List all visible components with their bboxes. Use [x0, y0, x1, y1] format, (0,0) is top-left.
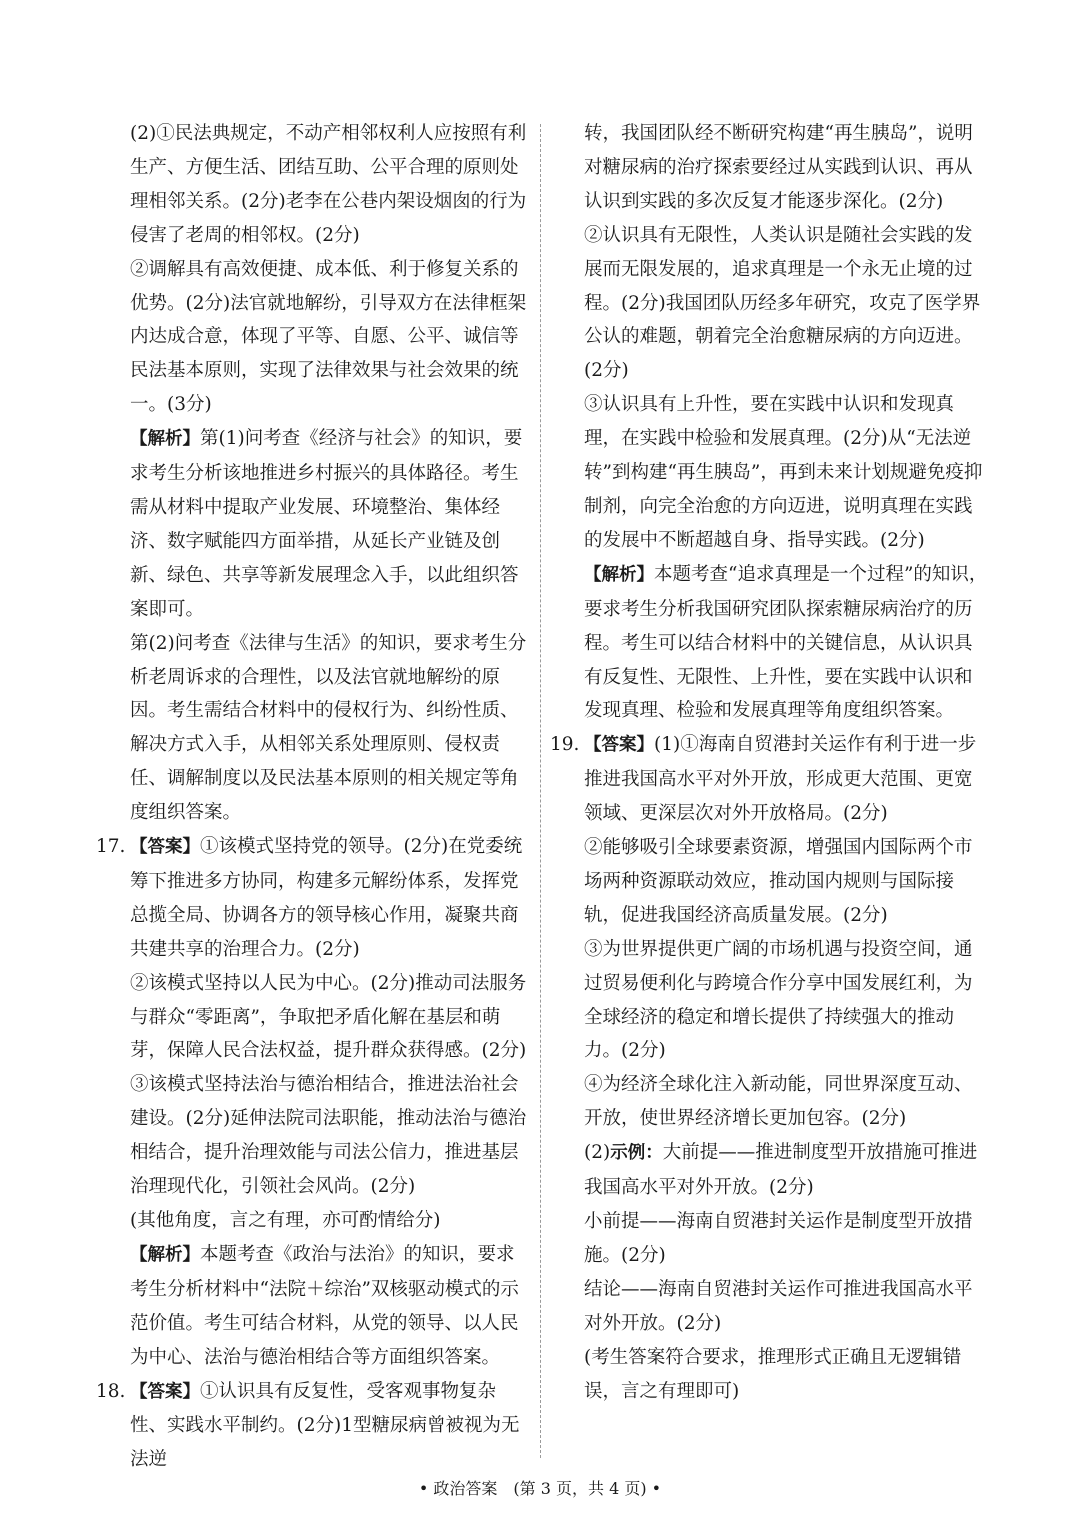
answer-tag: 【答案】 — [130, 1381, 200, 1402]
answer-19-1 — [550, 728, 988, 831]
left-column — [96, 117, 528, 1477]
answer-tag: 【答案】 — [130, 837, 200, 858]
answer-18-3: ③认识具有上升性，要在实践中认识和发现真理，在实践中检验和发展真理。(2分)从“无法逆转”到构建“再生胰岛”，再到未来计划规避免疫抑制剂，向完全治愈的方向迈进，说明真理在实践的发展中不断超越自身、指导实践。(2分) — [584, 394, 983, 551]
answer-19-part2-major — [550, 1136, 988, 1205]
analysis-16-part2: 第(2)问考查《法律与生活》的知识，要求考生分析老周诉求的合理性，以及法官就地解纷的原因。考生需结合材料中的侵权行为、纠纷性质、解决方式入手，从相邻关系处理原则、侵权责任、调解制度以及民法基本原则的相关规定等角度组织答案。 — [130, 632, 527, 824]
answer-19-part2-minor: 小前提——海南自贸港封关运作是制度型开放措施。(2分) — [584, 1211, 973, 1266]
question-number: 17. — [96, 836, 126, 858]
analysis-text: 本题考查“追求真理是一个过程”的知识，要求考生分析我国研究团队探索糖尿病治疗的历程。考生可以结合材料中的关键信息，从认识具有反复性、无限性、上升性，要在实践中认识和发现真理、检验和发展真理等角度组织答案。 — [584, 563, 988, 722]
answer-18-1-cont: 转，我国团队经不断研究构建“再生胰岛”，说明对糖尿病的治疗探索要经过从实践到认识、再从认识到实践的多次反复才能逐步深化。(2分) — [584, 123, 973, 212]
answer-text: ①认识具有反复性，受客观事物复杂性、实践水平制约。(2分)1型糖尿病曾被视为无法逆 — [130, 1380, 520, 1471]
analysis-tag: 【解析】 — [130, 429, 200, 450]
analysis-text: 第(1)问考查《经济与社会》的知识，要求考生分析该地推进乡村振兴的具体路径。考生需从材料中提取产业发展、环境整治、集体经济、数字赋能四方面举措，从延长产业链及创新、绿色、共享等新发展理念入手，以此组织答案即可。 — [130, 428, 523, 620]
answer-17-1 — [96, 830, 528, 967]
analysis-text: 本题考查《政治与法治》的知识，要求考生分析材料中“法院＋综治”双核驱动模式的示范价值。考生可结合材料，从党的领导、以人民为中心、法治与德治相结合等方面组织答案。 — [130, 1243, 519, 1368]
answer-17-2: ②该模式坚持以人民为中心。(2分)推动司法服务与群众“零距离”，争取把矛盾化解在基层和萌芽，保障人民合法权益，提升群众获得感。(2分) — [130, 972, 527, 1062]
page-footer: • 政治答案 (第 3 页，共 4 页) • — [418, 1479, 662, 1498]
answer-text: (1)①海南自贸港封关运作有利于进一步推进我国高水平对外开放，形成更大范围、更宽领域、更深层次对外开放格局。(2分) — [584, 734, 977, 825]
question-number: 19. — [550, 734, 580, 756]
answer-16-part2-2: ②调解具有高效便捷、成本低、利于修复关系的优势。(2分)法官就地解纷，引导双方在法律框架内达成合意，体现了平等、自愿、公平、诚信等民法基本原则，实现了法律效果与社会效果的统一。(3分) — [130, 258, 527, 416]
major-premise: 大前提——推进制度型开放措施可推进我国高水平对外开放。(2分) — [584, 1142, 978, 1199]
answer-19-4: ④为经济全球化注入新动能，同世界深度互动、开放，使世界经济增长更加包容。(2分) — [584, 1074, 973, 1130]
answer-19-2: ②能够吸引全球要素资源，增强国内国际两个市场两种资源联动效应，推动国内规则与国际接轨，促进我国经济高质量发展。(2分) — [584, 837, 973, 926]
column-divider — [540, 124, 541, 1458]
answer-tag: 【答案】 — [584, 735, 654, 756]
analysis-18 — [550, 558, 988, 729]
analysis-16-part1 — [96, 422, 528, 626]
answer-16-part2-1: (2)①民法典规定，不动产相邻权利人应按照有利生产、方便生活、团结互助、公平合理的原则处理相邻关系。(2分)老李在公巷内架设烟囱的行为侵害了老周的相邻权。(2分) — [130, 123, 527, 246]
example-tag: 示例： — [610, 1143, 663, 1164]
answer-19-note: (考生答案符合要求，推理形式正确且无逻辑错误，言之有理即可) — [584, 1346, 962, 1402]
analysis-17 — [96, 1238, 528, 1375]
question-number: 18. — [96, 1380, 126, 1402]
answer-text: ①该模式坚持党的领导。(2分)在党委统筹下推进多方协同，构建多元解纷体系，发挥党总揽全局、协调各方的领导核心作用，凝聚共商共建共享的治理合力。(2分) — [130, 836, 523, 960]
analysis-tag: 【解析】 — [130, 1244, 200, 1265]
answer-17-3: ③该模式坚持法治与德治相结合，推进法治社会建设。(2分)延伸法院司法职能，推动法治与德治相结合，提升治理效能与司法公信力，推进基层治理现代化，引领社会风尚。(2分) — [130, 1074, 527, 1198]
answer-19-part2-conclusion: 结论——海南自贸港封关运作可推进我国高水平对外开放。(2分) — [584, 1278, 973, 1334]
analysis-tag: 【解析】 — [584, 564, 654, 585]
answer-19-3: ③为世界提供更广阔的市场机遇与投资空间，通过贸易便利化与跨境合作分享中国发展红利，为全球经济的稳定和增长提供了持续强大的推动力。(2分) — [584, 938, 973, 1062]
right-column — [550, 117, 988, 1408]
answer-17-note: (其他角度，言之有理，亦可酌情给分) — [130, 1210, 441, 1231]
answer-18-1 — [96, 1375, 528, 1478]
part-prefix: (2) — [584, 1142, 611, 1164]
answer-18-2: ②认识具有无限性，人类认识是随社会实践的发展而无限发展的，追求真理是一个永无止境的过程。(2分)我国团队历经多年研究，攻克了医学界公认的难题，朝着完全治愈糖尿病的方向迈进。(2分) — [584, 224, 981, 382]
